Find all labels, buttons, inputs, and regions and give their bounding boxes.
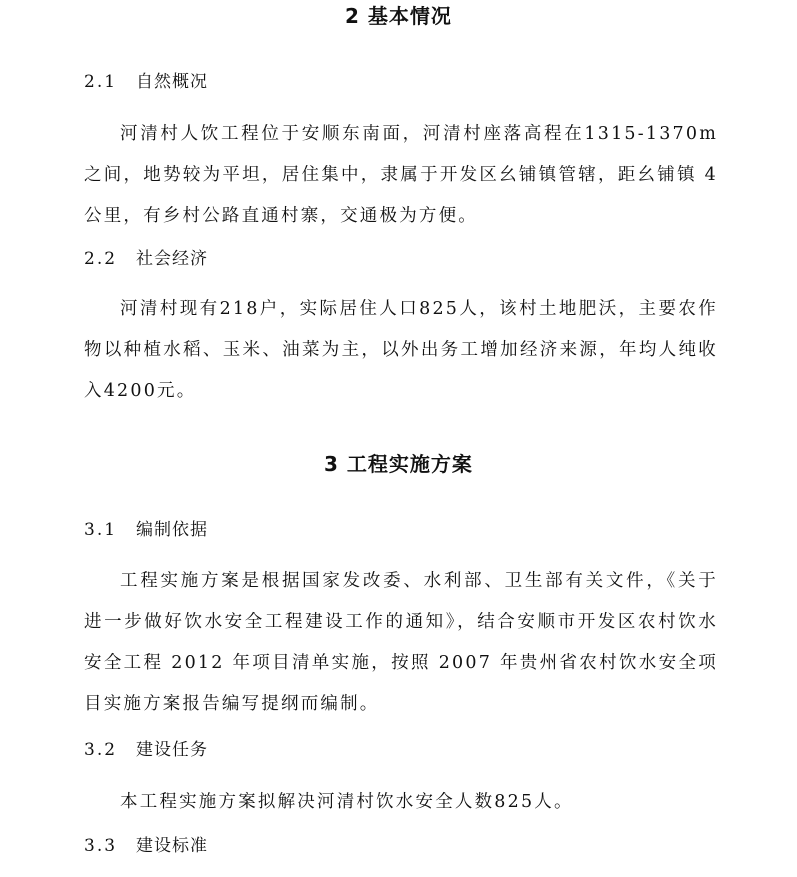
section-title: 社会经济 — [136, 249, 208, 269]
paragraph-construction-task: 本工程实施方案拟解决河清村饮水安全人数825人。 — [120, 792, 574, 812]
section-number: 2.1 — [84, 72, 118, 92]
paragraph-social-economy: 河清村现有218户，实际居住人口825人，该村土地肥沃，主要农作物以种植水稻、玉米、油菜为主，以外出务工增加经济来源，年均人纯收入4200元。 — [84, 299, 718, 401]
chapter-title-3: 3 工程实施方案 — [324, 452, 473, 476]
section-number: 2.2 — [84, 249, 118, 269]
section-title: 建设标准 — [136, 836, 208, 856]
section-number: 3.1 — [84, 520, 118, 540]
section-title: 自然概况 — [136, 72, 208, 92]
section-title: 编制依据 — [136, 520, 208, 540]
section-heading-3-2 — [84, 738, 208, 762]
section-heading-2-2 — [84, 247, 208, 271]
section-number: 3.3 — [84, 836, 118, 856]
section-heading-2-1 — [84, 70, 208, 94]
section-heading-3-1 — [84, 518, 208, 542]
paragraph-natural-overview: 河清村人饮工程位于安顺东南面，河清村座落高程在1315-1370m之间，地势较为平坦，居住集中，隶属于开发区幺铺镇管辖，距幺铺镇 4公里，有乡村公路直通村寨，交通极为方便。 — [84, 124, 718, 226]
chapter-title-2: 2 基本情况 — [345, 4, 452, 28]
section-number: 3.2 — [84, 740, 118, 760]
section-title: 建设任务 — [136, 740, 208, 760]
paragraph-compilation-basis: 工程实施方案是根据国家发改委、水利部、卫生部有关文件，《关于进一步做好饮水安全工程建设工作的通知》，结合安顺市开发区农村饮水安全工程 2012 年项目清单实施，按照 2007 年贵州省农村饮水安全项目实施方案报告编写提纲而编制。 — [84, 571, 718, 714]
section-heading-3-3 — [84, 834, 208, 858]
